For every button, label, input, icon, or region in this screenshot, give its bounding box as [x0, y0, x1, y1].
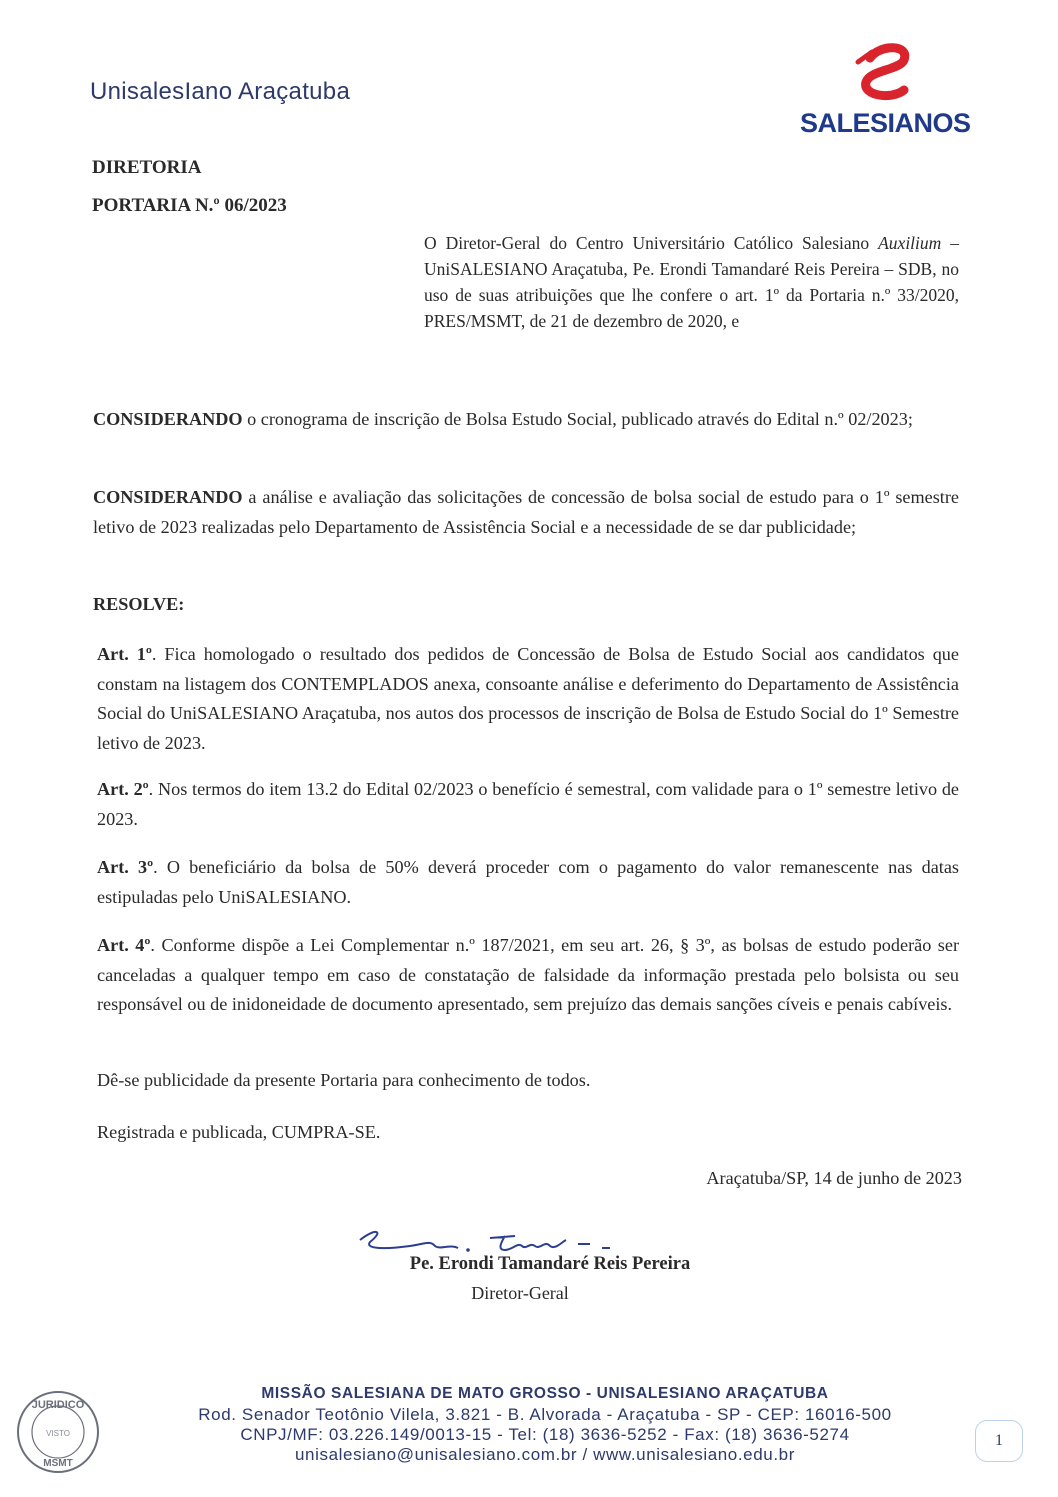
article-2 [97, 775, 959, 834]
intro-paragraph [424, 230, 959, 334]
article-label: Art. 2º [97, 779, 149, 799]
article-3 [97, 853, 959, 912]
signatory-name: Pe. Erondi Tamandaré Reis Pereira [409, 1254, 691, 1274]
article-text: . Fica homologado o resultado dos pedidos de Concessão de Bolsa de Estudo Social aos candidatos que constam na listagem dos CONTEMPLADOS anexa, consoante análise e deferimento do Departamento de Assistência Social do UniSALESIANO Araçatuba, nos autos dos processos de inscrição de Bolsa de Estudo Social do 1º Semestre letivo de 2023. [97, 644, 959, 753]
resolve-heading [93, 590, 959, 620]
signatory-role: Diretor-Geral [471, 1283, 569, 1303]
logo-text: SALESIANOS [800, 108, 971, 138]
footer-contact: CNPJ/MF: 03.226.149/0013-15 - Tel: (18) 3636-5252 - Fax: (18) 3636-5274 [240, 1425, 850, 1444]
considerando-label: CONSIDERANDO [93, 487, 243, 507]
considerando-label: CONSIDERANDO [93, 409, 243, 429]
portaria-number: PORTARIA N.º 06/2023 [92, 195, 287, 216]
article-text: . Conforme dispõe a Lei Complementar n.º 187/2021, em seu art. 26, § 3º, as bolsas de estudo poderão ser canceladas a qualquer tempo em caso de constatação de falsidade da informação prestada pelo bolsista ou seu responsável ou de inidoneidade de documento apresentado, sem prejuízo das demais sanções cíveis e penais cabíveis. [97, 935, 959, 1014]
footer-organization: MISSÃO SALESIANA DE MATO GROSSO - UNISALESIANO ARAÇATUBA [261, 1385, 829, 1402]
juridico-stamp [14, 1388, 102, 1476]
registrada-line: Registrada e publicada, CUMPRA-SE. [97, 1122, 381, 1142]
stamp-middle-text: VISTO [46, 1429, 70, 1438]
considerando-1 [93, 405, 959, 435]
publicidade-line: Dê-se publicidade da presente Portaria para conhecimento de todos. [97, 1070, 591, 1090]
intro-italic: Auxilium [878, 233, 942, 253]
footer-web: unisalesiano@unisalesiano.com.br / www.unisalesiano.edu.br [295, 1445, 795, 1464]
document-date: Araçatuba/SP, 14 de junho de 2023 [706, 1168, 962, 1188]
considerando-text: o cronograma de inscrição de Bolsa Estudo Social, publicado através do Edital n.º 02/2023; [242, 409, 913, 429]
institution-name: UnisalesIano Araçatuba [90, 78, 351, 105]
salesianos-s-icon [800, 40, 970, 112]
department-heading: DIRETORIA [92, 157, 202, 178]
stamp-bottom-text: MSMT [43, 1458, 73, 1469]
considerando-2 [93, 483, 959, 542]
salesianos-logo [800, 40, 970, 140]
stamp-top-text: JURIDICO [31, 1399, 85, 1411]
footer-address: Rod. Senador Teotônio Vilela, 3.821 - B. Alvorada - Araçatuba - SP - CEP: 16016-500 [198, 1405, 892, 1424]
article-text: . O beneficiário da bolsa de 50% deverá proceder com o pagamento do valor remanescente nas datas estipuladas pelo UniSALESIANO. [97, 857, 959, 907]
article-4 [97, 931, 959, 1020]
considerando-text: a análise e avaliação das solicitações de concessão de bolsa social de estudo para o 1º semestre letivo de 2023 realizadas pelo Departamento de Assistência Social e a necessidade de se dar publicidade; [93, 487, 959, 537]
article-label: Art. 4º [97, 935, 151, 955]
page-number-badge: 1 [975, 1420, 1023, 1462]
resolve-label: RESOLVE: [93, 594, 185, 614]
article-label: Art. 1º [97, 644, 152, 664]
article-label: Art. 3º [97, 857, 154, 877]
article-1 [97, 640, 959, 758]
article-text: . Nos termos do item 13.2 do Edital 02/2023 o benefício é semestral, com validade para o 1º semestre letivo de 2023. [97, 779, 959, 829]
intro-text-1: O Diretor-Geral do Centro Universitário Católico Salesiano [424, 233, 879, 253]
intro-text-2: – UniSALESIANO Araçatuba, Pe. Erondi Tamandaré Reis Pereira – SDB, no uso de suas atribuições que lhe confere o art. 1º da Portaria n.º 33/2020, PRES/MSMT, de 21 de dezembro de 2020, e [424, 233, 960, 331]
